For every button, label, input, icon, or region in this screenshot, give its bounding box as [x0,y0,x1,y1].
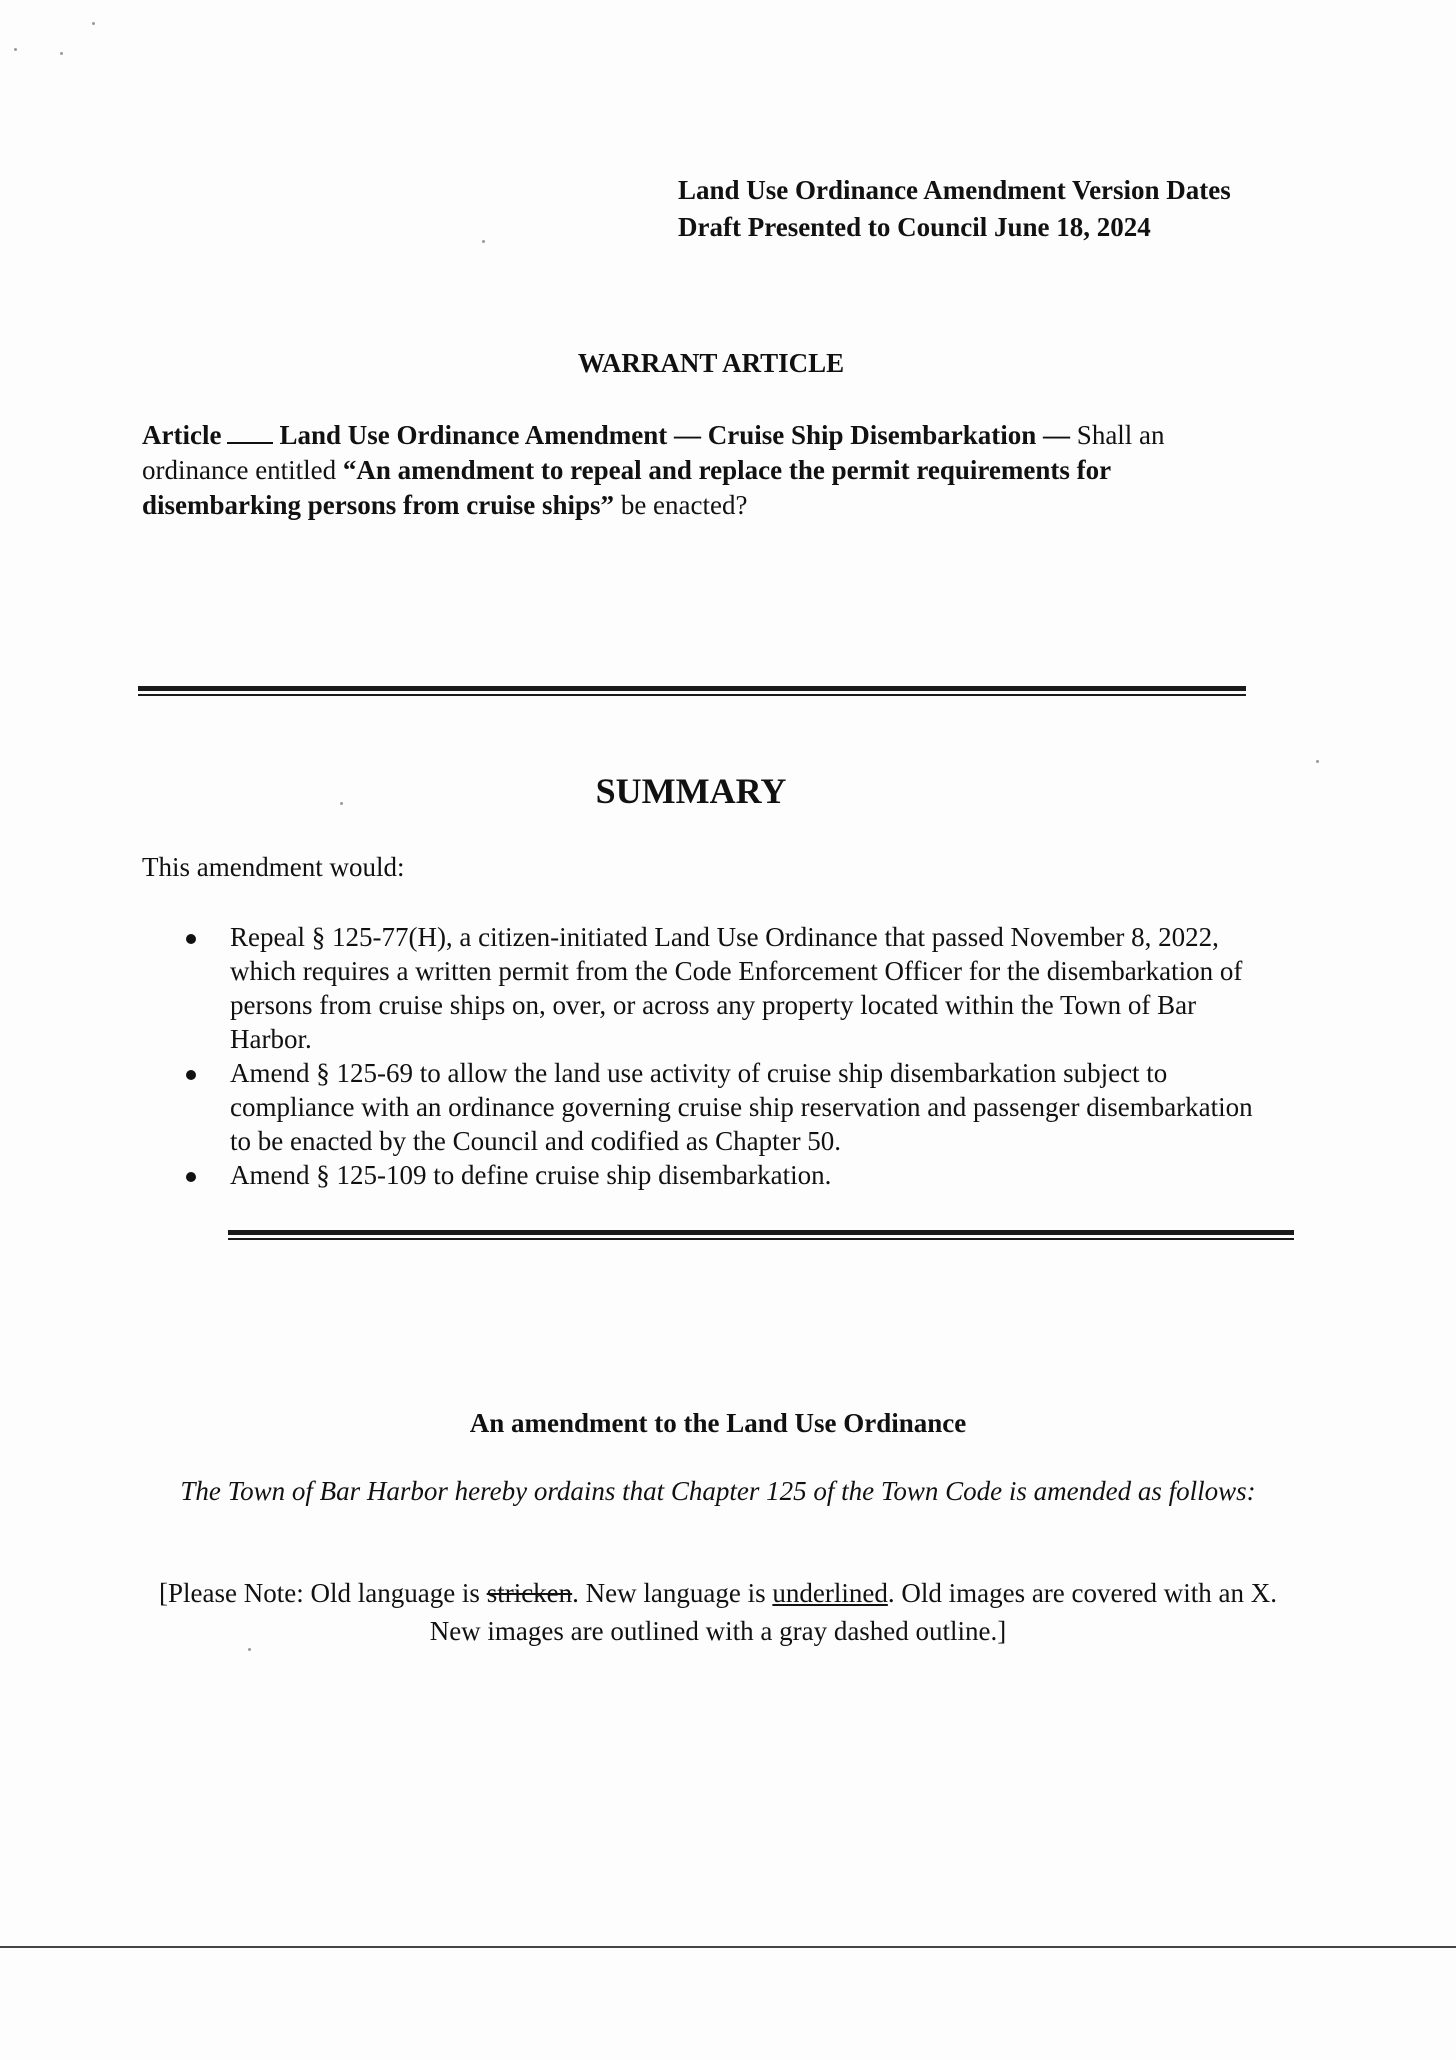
warrant-article-paragraph [142,418,1262,523]
scan-speck [340,802,343,805]
list-item [186,1158,1266,1192]
scan-edge-line [0,1946,1456,1948]
article-number-blank [227,424,273,444]
note-stricken-example: stricken [486,1578,573,1608]
bullet-icon [186,1172,196,1182]
scan-speck [60,52,63,55]
summary-bullet-list [186,920,1266,1192]
version-dates-title: Land Use Ordinance Amendment Version Dates [678,175,1231,205]
scan-speck [248,1648,251,1651]
scan-speck [92,22,95,25]
list-item [186,1056,1266,1158]
note-underlined-example: underlined [772,1578,888,1608]
article-title: Land Use Ordinance Amendment — Cruise Ship Disembarkation — [279,420,1071,450]
draft-presented-date: Draft Presented to Council June 18, 2024 [678,212,1151,242]
article-text-2: be enacted? [614,490,748,520]
amendment-heading: An amendment to the Land Use Ordinance [469,1408,967,1438]
bullet-text: Amend § 125-69 to allow the land use activity of cruise ship disembarkation subject to compliance with an ordinance governing cruise ship reservation and passenger disembarkation to be enacted by the Council and codified as Chapter 50. [230,1058,1253,1156]
section-divider-top [138,686,1246,696]
bullet-text: Repeal § 125-77(H), a citizen-initiated Land Use Ordinance that passed November 8, 2022, which requires a written permit from the Code Enforcement Officer for the disembarkation of persons from cruise ships on, over, or across any property located within the Town of Bar Harbor. [230,922,1243,1054]
bullet-text: Amend § 125-109 to define cruise ship disembarkation. [230,1160,832,1190]
ordains-statement: The Town of Bar Harbor hereby ordains that Chapter 125 of the Town Code is amended as follows: [180,1476,1256,1506]
warrant-article-heading: WARRANT ARTICLE [577,348,845,378]
list-item [186,920,1266,1056]
note-text-3: . Old images are covered with an X. New images are outlined with a gray dashed outline.] [429,1578,1277,1646]
summary-heading: SUMMARY [595,771,787,811]
note-text-2: . New language is [572,1578,773,1608]
scan-speck [14,48,17,51]
editorial-note [150,1574,1286,1650]
bullet-icon [186,1070,196,1080]
note-text-1: [Please Note: Old language is [159,1578,487,1608]
scan-speck [1316,760,1319,763]
summary-intro: This amendment would: [142,852,405,882]
article-label: Article [142,420,222,450]
bullet-icon [186,934,196,944]
scan-speck [482,240,485,243]
article-text-1: Shall an ordinance entitled [142,420,1165,485]
version-dates-block [678,172,1231,246]
ordinance-title-quote: “An amendment to repeal and replace the permit requirements for disembarking persons from cruise ships” [142,455,1111,520]
section-divider-bottom [228,1230,1294,1240]
